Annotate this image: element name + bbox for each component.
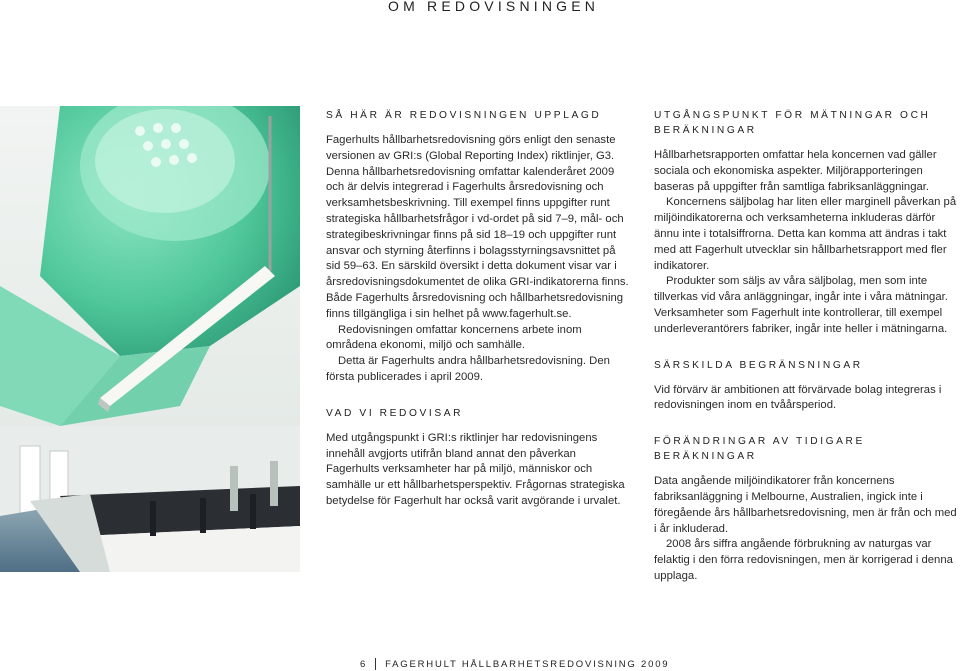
section-heading: FÖRÄNDRINGAR AV TIDIGARE BERÄKNINGAR (654, 436, 865, 463)
laboratory-photo (0, 106, 300, 572)
section-basis-for-measurements (654, 108, 960, 338)
paragraph: Produkter som säljs av våra säljbolag, men som inte tillverkas vid våra anläggningar, ingår inte i våra mätningar. Verksamheter som Fagerhult inte kontrollerar, till exempel underleverantörers fabriker, ingår inte heller i mätningarna. (654, 275, 948, 335)
paragraph: Fagerhults hållbarhetsredovisning görs enligt den senaste versionen av GRI:s (Global Reporting Index) riktlinjer, G3. Denna hållbarhetsredovisning omfattar kalenderåret 2009 och är delvis integrerad i Fagerhults årsredovisning och verksamhetsbeskrivning. Till exempel finns uppgifter runt strategiska hållbarhetsfrågor i vd-ordet på sid 7–9, mål- och strategibeskrivningar finns på sid 18–19 och uppgifter runt ansvar och styrning återfinns i bolagsstyrningsavsnittet på sid 59–63. En särskild översikt i detta dokument visar var i årsredovisningsdokumentet de olika GRI-indikatorerna finns. Både Fagerhults årsredovisning och hållbarhetsredovisning finns tillgängliga i sin helhet på www.fagerhult.se. (326, 134, 629, 320)
paragraph: Med utgångspunkt i GRI:s riktlinjer har redovisningens innehåll avgjorts utifrån bland annat den påverkan Fagerhults verksamheter har på miljö, människor och samhälle ur ett hållbarhetsperspektiv. Frågornas strategiska betydelse för Fagerhult har också varit avgörande i urvalet. (326, 431, 625, 507)
section-special-limitations (654, 358, 960, 415)
section-heading: SÅ HÄR ÄR REDOVISNINGEN UPPLAGD (326, 110, 602, 121)
footer-divider (375, 658, 376, 670)
section-heading: SÄRSKILDA BEGRÄNSNINGAR (654, 359, 863, 371)
paragraph: Koncernens säljbolag har liten eller marginell påverkan på miljöindikatorerna och verksamheterna inkluderas därför ännu inte i totalsiffrorna. Detta kan komma att ändras i takt med att Fagerhult utvecklar sin hållbarhetsrapport med fler indikatorer. (654, 196, 957, 272)
page-section-title: OM REDOVISNINGEN (388, 0, 600, 14)
page-number: 6 (360, 658, 368, 670)
section-what-we-report (326, 406, 632, 510)
paragraph: Hållbarhetsrapporten omfattar hela koncernen vad gäller sociala och ekonomiska aspekter. Miljörapporteringen baseras på uppgifter från samtliga fabriksanläggningar. (654, 149, 937, 193)
left-text-column (326, 108, 632, 530)
paragraph: Data angående miljöindikatorer från koncernens fabriksanläggning i Melbourne, Australien, ingick inte i föregående års hållbarhetsredovisning, men är från och med i år inkluderad. (654, 475, 957, 535)
section-how-report-is-structured (326, 108, 632, 386)
paragraph: Vid förvärv är ambitionen att förvärvade bolag integreras i redovisningen inom en tvåårsperiod. (654, 383, 942, 412)
paragraph: Redovisningen omfattar koncernens arbete inom områdena ekonomi, miljö och samhälle. (326, 323, 582, 352)
section-heading: UTGÅNGSPUNKT FÖR MÄTNINGAR OCH BERÄKNINGAR (654, 110, 931, 136)
paragraph: Detta är Fagerhults andra hållbarhetsredovisning. Den första publicerades i april 2009. (326, 355, 610, 383)
section-heading: VAD VI REDOVISAR (326, 407, 464, 419)
page-footer (360, 658, 669, 670)
publication-title: FAGERHULT HÅLLBARHETSREDOVISNING 2009 (385, 658, 670, 670)
laboratory-illustration (0, 106, 300, 572)
paragraph: 2008 års siffra angående förbrukning av naturgas var felaktig i den förra redovisningen, men är korrigerad i denna upplaga. (654, 538, 953, 582)
section-changes-previous-calculations (654, 434, 960, 585)
right-text-column (654, 108, 960, 605)
